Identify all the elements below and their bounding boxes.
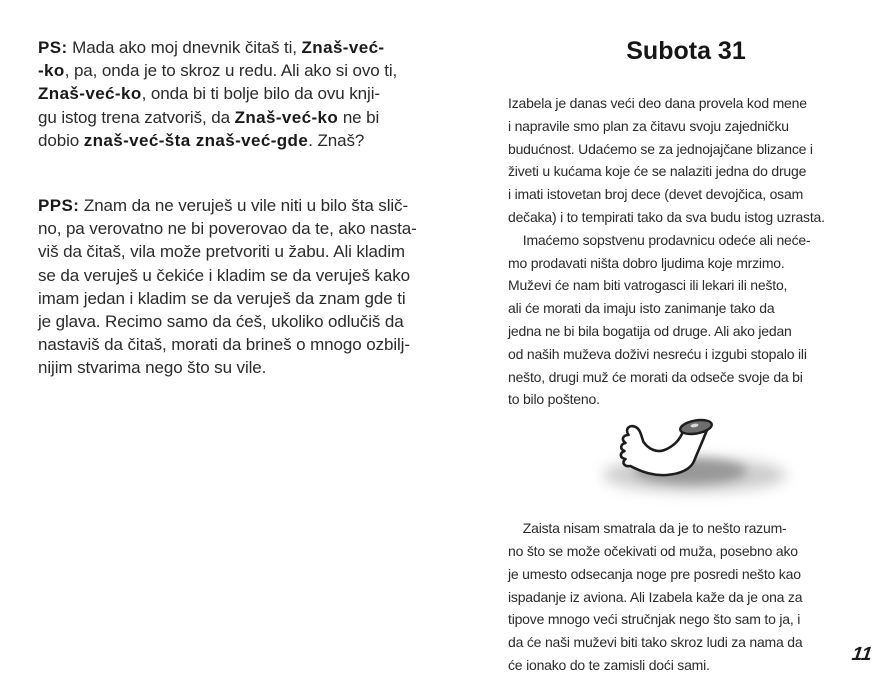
text-line: i napravile smo plan za čitavu svoju zajedničku — [508, 117, 789, 134]
text-line: jedna ne bi bila bogatija od druge. Ali ako jedan — [508, 322, 792, 339]
ps-paragraph — [38, 36, 466, 152]
text-line: dečaka) i to tempirati tako da sva budu istog uzrasta. — [508, 208, 825, 225]
pps-paragraph — [38, 194, 466, 380]
text-line: -ko, pa, onda je to skroz u redu. Ali ako si ovo ti, — [38, 61, 398, 81]
text-line: tipove mnogo veći stručnjak nego što sam to ja, i — [508, 611, 801, 628]
text-line: je glava. Recimo samo da ćeš, ukoliko odlučiš da — [38, 312, 404, 332]
left-page — [38, 36, 466, 380]
text-line: Znaš-već-ko, onda bi ti bolje bilo da ovu knji- — [38, 84, 380, 104]
text-line: gu istog trena zatvoriš, da Znaš-već-ko ne bi — [38, 107, 380, 127]
text-line: PS: Mada ako moj dnevnik čitaš ti, Znaš-već- — [38, 38, 385, 57]
text-line: to bilo pošteno. — [508, 391, 600, 408]
diary-paragraph-1 — [508, 92, 864, 229]
text-line: živeti u kućama koje će se nalaziti jedna do druge — [508, 163, 807, 180]
text-line: i imati istovetan broj dece (devet devojčica, osam — [508, 186, 804, 203]
text-line: budućnost. Udaćemo se za jednojajčane blizance i — [508, 140, 813, 157]
text-line: da će naši muževi biti tako skroz ludi za nama da — [508, 634, 803, 651]
severed-foot-illustration — [508, 413, 864, 513]
text-line: nastaviš da čitaš, morati da brineš o mnogo ozbilj- — [38, 335, 410, 355]
text-line: je umesto odsecanja noge pre posredi nešto kao — [508, 565, 801, 582]
text-line: imam jedan i kladim se da veruješ da znam gde ti — [38, 288, 406, 308]
text-line: ispadanje iz aviona. Ali Izabela kaže da je ona za — [508, 588, 803, 605]
right-page — [508, 36, 864, 677]
page-number: 11 — [850, 644, 874, 665]
diary-paragraph-2 — [508, 229, 864, 411]
severed-foot-icon — [592, 413, 797, 513]
text-line: nešto, drugi muž će morati da odseče svoje da bi — [508, 368, 803, 385]
text-line: viš da čitaš, vila može pretvoriti u žabu. Ali kladim — [38, 242, 405, 262]
ankle-stump — [679, 418, 713, 436]
text-line: no što se može očekivati od muža, posebno ako — [508, 542, 798, 559]
text-line: ali će morati da imaju isto zanimanje tako da — [508, 300, 775, 317]
text-line: Muževi će nam biti vatrogasci ili lekari ili nešto, — [508, 277, 788, 294]
text-line: Imaćemo sopstvenu prodavnicu odeće ali neće- — [508, 231, 811, 248]
text-line: se da veruješ u čekiće i kladim se da veruješ kako — [38, 265, 411, 285]
text-line: nijim stvarima nego što su vile. — [38, 358, 267, 378]
text-line: dobio znaš-već-šta znaš-već-gde. Znaš? — [38, 130, 365, 150]
text-line: Zaista nisam smatrala da je to nešto razum- — [508, 520, 787, 537]
text-line: PPS: Znam da ne veruješ u vile niti u bilo šta slič- — [38, 196, 409, 216]
chapter-title: Subota 31 — [626, 37, 746, 65]
diary-paragraph-3 — [508, 517, 864, 677]
text-line: će ionako do te zamisli doći sami. — [508, 656, 710, 673]
text-line: mo prodavati ništa dobro ljudima koje mrzimo. — [508, 254, 785, 271]
text-line: od naših muževa doživi nesreću i izgubi stopalo ili — [508, 345, 807, 362]
text-line: no, pa verovatno ne bi poverovao da te, ako nasta- — [38, 219, 417, 239]
text-line: Izabela je danas veći deo dana provela kod mene — [508, 95, 807, 111]
